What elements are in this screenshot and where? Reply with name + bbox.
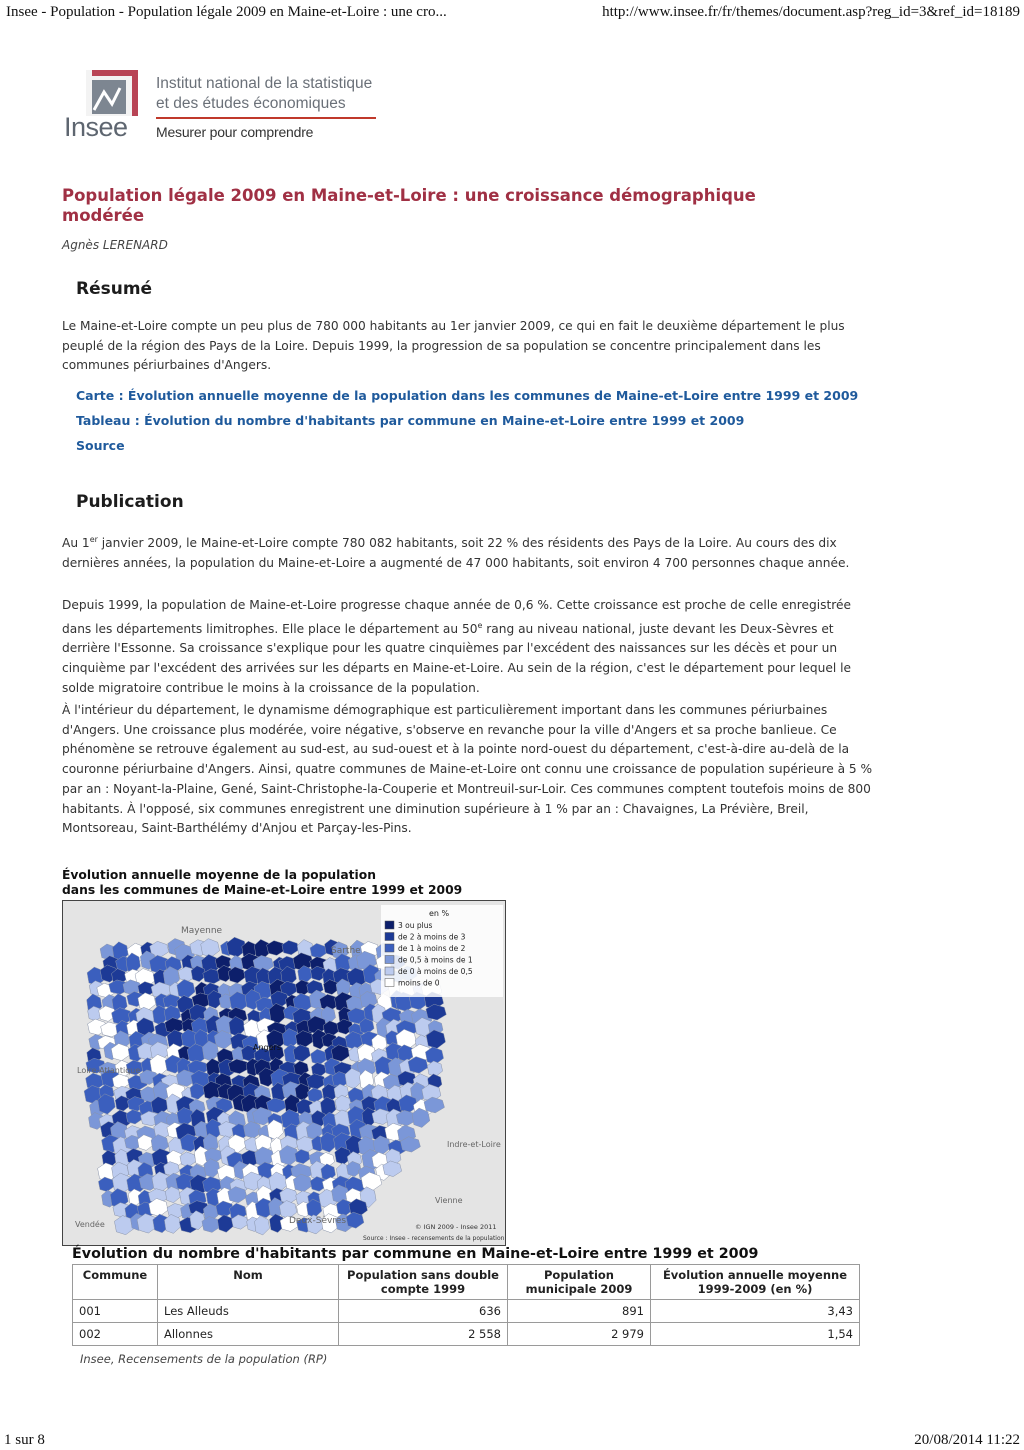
legend-swatch [385,956,394,964]
logo-tagline: Mesurer pour comprendre [156,124,314,140]
map-label-mayenne: Mayenne [181,926,223,936]
link-map[interactable]: Carte : Évolution annuelle moyenne de la population dans les communes de Maine-et-Loire entre 1999 et 2009 [76,388,859,403]
col-commune: Commune [73,1265,158,1300]
legend-title: en % [429,909,450,918]
table-header-row [73,1265,860,1300]
print-header [0,0,1024,26]
map-caption: Évolution annuelle moyenne de la population dans les communes de Maine-et-Loire entre 1999 et 2009 [62,868,463,897]
logo-divider [156,117,376,119]
legend-label: de 0 à moins de 0,5 [398,967,473,976]
legend-label: moins de 0 [398,978,440,988]
legend-label: 3 ou plus [398,921,433,930]
map-legend [381,905,503,997]
table-source: Insee, Recensements de la population (RP) [80,1352,328,1366]
insee-logo[interactable] [60,66,420,146]
print-datetime: 20/08/2014 11:22 [914,1432,1020,1448]
population-map [62,900,506,1246]
legend-swatch [385,933,394,941]
population-map-svg [63,901,505,1245]
resume-text: Le Maine-et-Loire compte un peu plus de 780 000 habitants au 1er janvier 2009, ce qui en fait le deuxième département le plus peuplé de la région des Pays de la Loire. Depuis 1999, la progression de sa population se concentre principalement dans les communes périurbaines d'Angers. [62,319,845,373]
map-label-loire-atlantique: Loire-Atlantique [77,1066,141,1075]
map-commune [282,941,299,955]
print-footer [0,1428,1024,1450]
print-page-number: 1 sur 8 [4,1432,45,1448]
legend-swatch [385,944,394,952]
legend-label: de 0,5 à moins de 1 [398,955,473,965]
article-title: Population légale 2009 en Maine-et-Loire : une croissance démographique modérée [62,186,756,225]
map-label-angers: Angers [253,1043,281,1052]
table-caption: Évolution du nombre d'habitants par commune en Maine-et-Loire entre 1999 et 2009 [72,1246,759,1262]
resume-links [76,388,866,463]
map-label-vendee: Vendée [75,1220,105,1229]
legend-swatch [385,967,394,975]
link-source[interactable]: Source [76,438,125,453]
resume-heading: Résumé [76,279,153,299]
legend-label: de 2 à moins de 3 [398,932,466,942]
map-commune [427,1061,442,1077]
link-table[interactable]: Tableau : Évolution du nombre d'habitants par commune en Maine-et-Loire entre 1999 et 2009 [76,413,745,428]
map-label-indre-et-loire: Indre-et-Loire [447,1140,501,1149]
population-table [72,1264,860,1346]
publication-paragraph-3: À l'intérieur du département, le dynamisme démographique est particulièrement important dans les communes périurbaines d'Angers. Une croissance plus modérée, voire négative, s'observe en revanche pour la ville d'Angers et sa proche banlieue. Ce phénomène se retrouve également au sud-est, au sud-ouest et à la pointe nord-ouest du département, c'est-à-dire au-delà de la couronne périurbaine d'Angers. Ainsi, quatre communes de Maine-et-Loire ont connu une croissance de population supérieure à 5 % par an : Noyant-la-Plaine, Gené, Saint-Christophe-la-Couperie et Montreuil-sur-Loir. Ces communes comptent toutefois moins de 800 habitants. À l'opposé, six communes enregistrent une diminution supérieure à 1 % par an : Chavaignes, La Prévière, Breil, Montsoreau, Saint-Barthélémy d'Anjou et Parçay-les-Pins. [62,703,873,836]
print-page-url: http://www.insee.fr/fr/themes/document.asp?reg_id=3&ref_id=18189 [602,4,1020,20]
map-commune [308,1088,323,1103]
map-commune [177,979,195,998]
table-row: 001 Les Alleuds 636 891 3,43 [73,1300,860,1323]
legend-label: de 1 à moins de 2 [398,944,466,953]
map-commune [267,941,285,956]
map-commune [180,1152,196,1167]
map-copyright: © IGN 2009 - Insee 2011 [415,1223,497,1231]
table-row: 002 Allonnes 2 558 2 979 1,54 [73,1323,860,1346]
col-pop-1999: Population sans double compte 1999 [339,1265,508,1300]
map-label-sarthe: Sarthe [331,946,361,956]
insee-brand: Insee [64,112,128,142]
map-label-deux-sevres: Deux-Sèvres [289,1216,347,1226]
col-pop-2009: Population municipale 2009 [508,1265,651,1300]
publication-paragraph-1: Au 1er janvier 2009, le Maine-et-Loire compte 780 082 habitants, soit 22 % des résidents des Pays de la Loire. Au cours des dix dernières années, la population du Maine-et-Loire a augmenté de 47 000 habitants, soit environ 4 700 personnes chaque année. [62,535,850,570]
col-nom: Nom [158,1265,339,1300]
map-label-vienne: Vienne [435,1196,463,1205]
print-page-title: Insee - Population - Population légale 2009 en Maine-et-Loire : une cro... [6,4,447,20]
col-evolution: Évolution annuelle moyenne 1999-2009 (en %) [651,1265,860,1300]
map-source-note: Source : Insee - recensements de la population [363,1235,505,1242]
legend-swatch [385,921,394,929]
article-author: Agnès LERENARD [62,238,168,252]
publication-heading: Publication [76,492,184,512]
legend-swatch [385,979,394,987]
institute-name: Institut national de la statistique et des études économiques [156,75,373,112]
publication-paragraph-2: Depuis 1999, la population de Maine-et-Loire progresse chaque année de 0,6 %. Cette croissance est proche de celle enregistrée dans les départements limitrophes. Elle place le département au 50e rang au niveau national, juste devant les Deux-Sèvres et derrière l'Essonne. Sa croissance s'explique pour les quatre cinquièmes par l'excédent des naissances sur les décès et pour un cinquième par l'excédent des arrivées sur les départs en Maine-et-Loire. Au sein de la région, c'est le département pour lequel le solde migratoire contribue le moins à la croissance de la population. [62,598,852,695]
